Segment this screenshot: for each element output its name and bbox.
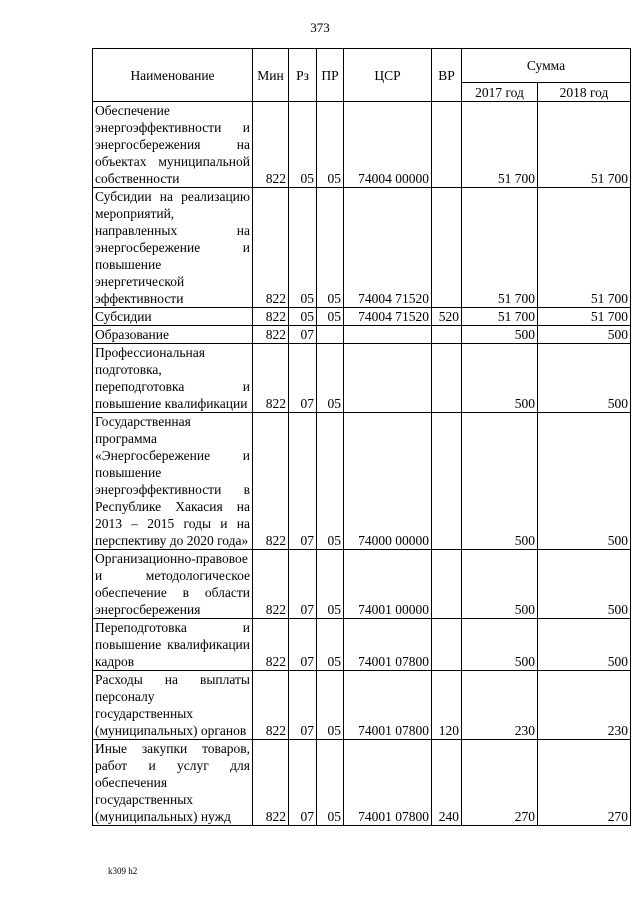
row-rz: 07	[289, 326, 317, 344]
row-min: 822	[253, 413, 289, 550]
row-min: 822	[253, 550, 289, 619]
row-name: Субсидии	[93, 308, 253, 326]
row-vr	[432, 619, 462, 671]
header-year-2017: 2017 год	[462, 83, 538, 102]
header-sum: Сумма	[462, 49, 631, 83]
row-csr: 74000 00000	[344, 413, 432, 550]
row-sum-2018: 51 700	[538, 188, 631, 308]
table-row	[93, 413, 631, 550]
header-vr: ВР	[432, 49, 462, 102]
row-rz: 05	[289, 308, 317, 326]
table-row	[93, 671, 631, 740]
header-rz: Рз	[289, 49, 317, 102]
header-min: Мин	[253, 49, 289, 102]
row-min: 822	[253, 619, 289, 671]
row-rz: 07	[289, 671, 317, 740]
header-year-2018: 2018 год	[538, 83, 631, 102]
row-rz: 05	[289, 102, 317, 188]
row-vr	[432, 188, 462, 308]
row-sum-2018: 270	[538, 740, 631, 826]
row-pr: 05	[317, 550, 344, 619]
row-name: Образование	[93, 326, 253, 344]
row-sum-2018: 51 700	[538, 102, 631, 188]
row-sum-2017: 500	[462, 413, 538, 550]
row-rz: 05	[289, 188, 317, 308]
header-csr: ЦСР	[344, 49, 432, 102]
header-name: Наименование	[93, 49, 253, 102]
row-sum-2017: 51 700	[462, 188, 538, 308]
row-name: Профессиональная подготовка, переподготовка и повышение квалификации	[93, 344, 253, 413]
row-csr: 74004 71520	[344, 308, 432, 326]
row-pr: 05	[317, 671, 344, 740]
row-sum-2017: 230	[462, 671, 538, 740]
page-number: 373	[310, 20, 330, 35]
table-row	[93, 102, 631, 188]
row-name: Организационно-правовое и методологическое обеспечение в области энергосбережения	[93, 550, 253, 619]
row-min: 822	[253, 188, 289, 308]
row-pr: 05	[317, 102, 344, 188]
table-row	[93, 326, 631, 344]
row-rz: 07	[289, 344, 317, 413]
row-sum-2017: 51 700	[462, 308, 538, 326]
row-sum-2018: 500	[538, 344, 631, 413]
row-name: Расходы на выплаты персоналу государственных (муниципальных) органов	[93, 671, 253, 740]
row-pr: 05	[317, 188, 344, 308]
row-min: 822	[253, 344, 289, 413]
row-sum-2017: 500	[462, 344, 538, 413]
row-sum-2018: 500	[538, 550, 631, 619]
row-csr: 74004 00000	[344, 102, 432, 188]
row-sum-2017: 270	[462, 740, 538, 826]
row-pr: 05	[317, 740, 344, 826]
row-min: 822	[253, 740, 289, 826]
row-csr	[344, 344, 432, 413]
row-name: Субсидии на реализацию мероприятий, направленных на энергосбережение и повышение энергетической эффективности	[93, 188, 253, 308]
row-pr: 05	[317, 344, 344, 413]
row-name: Переподготовка и повышение квалификации кадров	[93, 619, 253, 671]
row-csr	[344, 326, 432, 344]
table-row	[93, 188, 631, 308]
row-csr: 74001 07800	[344, 671, 432, 740]
row-rz: 07	[289, 550, 317, 619]
row-sum-2018: 500	[538, 413, 631, 550]
row-vr	[432, 550, 462, 619]
row-vr: 520	[432, 308, 462, 326]
row-name: Иные закупки товаров, работ и услуг для обеспечения государственных (муниципальных) нужд	[93, 740, 253, 826]
row-vr: 240	[432, 740, 462, 826]
budget-table	[92, 48, 631, 826]
table-row	[93, 619, 631, 671]
row-sum-2018: 230	[538, 671, 631, 740]
row-sum-2018: 51 700	[538, 308, 631, 326]
row-min: 822	[253, 326, 289, 344]
row-csr: 74001 07800	[344, 619, 432, 671]
row-csr: 74001 07800	[344, 740, 432, 826]
table-row	[93, 550, 631, 619]
row-min: 822	[253, 308, 289, 326]
row-csr: 74001 00000	[344, 550, 432, 619]
row-pr: 05	[317, 308, 344, 326]
row-sum-2017: 500	[462, 550, 538, 619]
row-pr: 05	[317, 413, 344, 550]
row-name: Государственная программа «Энергосбережение и повышение энергоэффективности в Республике Хакасия на 2013 – 2015 годы и на перспективу до 2020 года»	[93, 413, 253, 550]
row-name: Обеспечение энергоэффективности и энергосбережения на объектах муниципальной собственности	[93, 102, 253, 188]
row-rz: 07	[289, 413, 317, 550]
footer-code: k309 h2	[108, 866, 138, 876]
row-sum-2017: 500	[462, 619, 538, 671]
table-row	[93, 344, 631, 413]
row-vr	[432, 413, 462, 550]
header-pr: ПР	[317, 49, 344, 102]
row-vr: 120	[432, 671, 462, 740]
row-sum-2017: 500	[462, 326, 538, 344]
row-vr	[432, 344, 462, 413]
row-sum-2018: 500	[538, 326, 631, 344]
table-row	[93, 740, 631, 826]
row-rz: 07	[289, 619, 317, 671]
row-pr	[317, 326, 344, 344]
row-min: 822	[253, 671, 289, 740]
table-row	[93, 308, 631, 326]
row-csr: 74004 71520	[344, 188, 432, 308]
row-pr: 05	[317, 619, 344, 671]
row-vr	[432, 102, 462, 188]
row-sum-2017: 51 700	[462, 102, 538, 188]
row-min: 822	[253, 102, 289, 188]
row-sum-2018: 500	[538, 619, 631, 671]
row-vr	[432, 326, 462, 344]
row-rz: 07	[289, 740, 317, 826]
